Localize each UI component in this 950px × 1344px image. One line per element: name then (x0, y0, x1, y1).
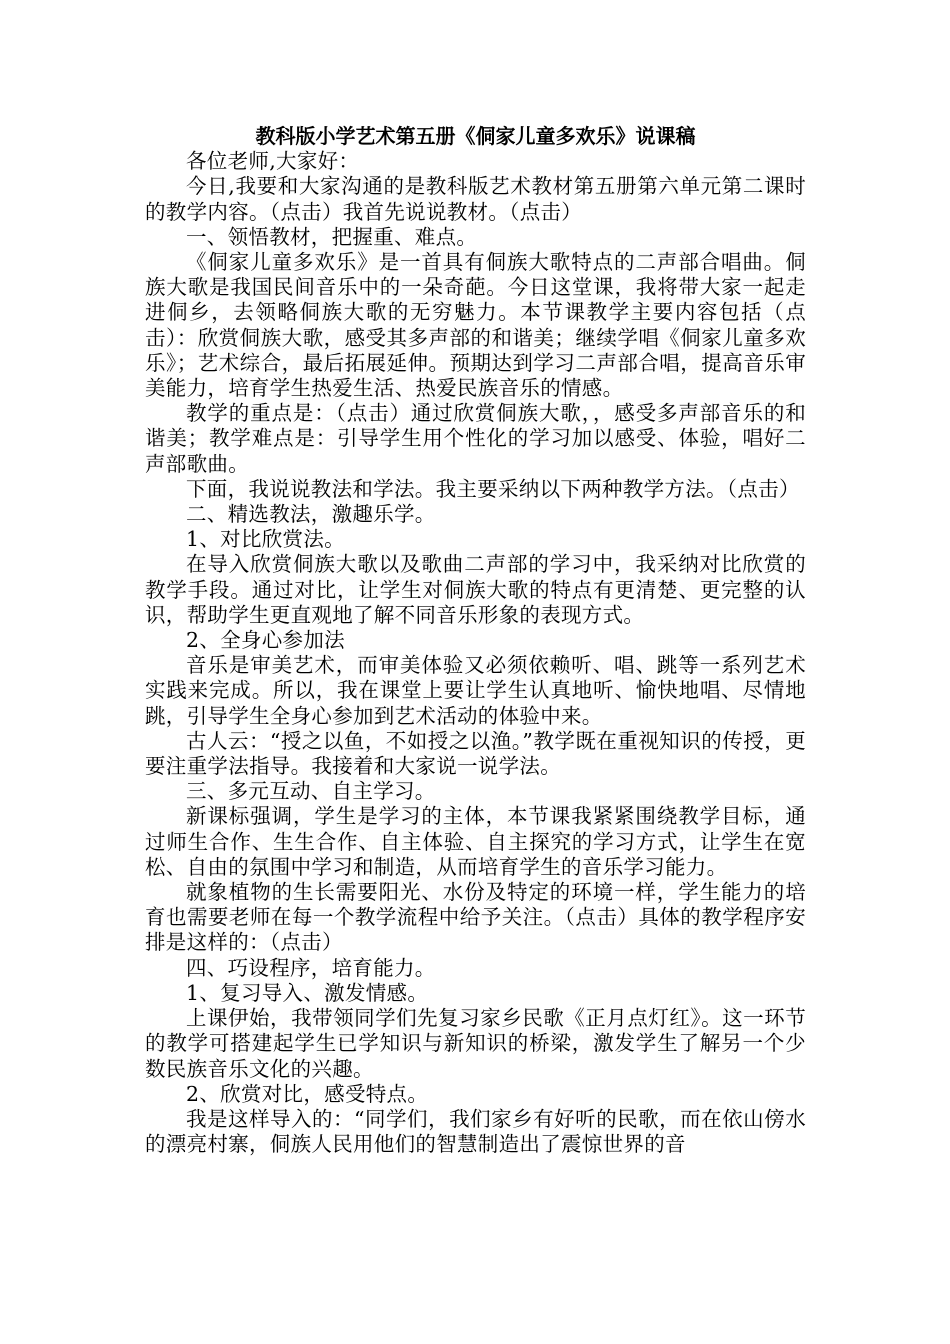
paragraph-method-1: 在导入欣赏侗族大歌以及歌曲二声部的学习中，我采纳对比欣赏的教学手段。通过对比，让学生对侗族大歌的特点有更清楚、更完整的认识，帮助学生更直观地了解不同音乐形象的表现方式。 (145, 552, 806, 627)
paragraph-step-2: 我是这样导入的：“同学们，我们家乡有好听的民歌，而在依山傍水的漂亮村寨，侗族人民用他们的智慧制造出了震惊世界的音 (145, 1106, 806, 1157)
section-heading-1: 一、领悟教材，把握重、难点。 (186, 224, 478, 249)
paragraph-step-1: 上课伊始，我带领同学们先复习家乡民歌《正月点灯红》。这一环节的教学可搭建起学生已学知识与新知识的桥梁，激发学生了解另一个少数民族音乐文化的兴趣。 (145, 1006, 806, 1081)
subheading-method-2: 2、全身心参加法 (186, 628, 345, 653)
document-title: 教科版小学艺术第五册《侗家儿童多欢乐》说课稿 (255, 124, 696, 148)
section-heading-3: 三、多元互动、自主学习。 (186, 779, 436, 804)
section-heading-2: 二、精选教法，激趣乐学。 (186, 502, 436, 527)
paragraph-growth: 就象植物的生长需要阳光、水份及特定的环境一样，学生能力的培育也需要老师在每一个教学流程中给予关注。（点击）具体的教学程序安排是这样的：（点击） (145, 880, 806, 955)
paragraph-methods-intro: 下面，我说说教法和学法。我主要采纳以下两种教学方法。（点击） (186, 476, 800, 501)
paragraph-method-2: 音乐是审美艺术，而审美体验又必须依赖听、唱、跳等一系列艺术实践来完成。所以，我在课堂上要让学生认真地听、愉快地唱、尽情地跳，引导学生全身心参加到艺术活动的体验中来。 (145, 653, 806, 728)
paragraph-quote: 古人云：“授之以鱼，不如授之以渔。”教学既在重视知识的传授，更要注重学法指导。我接着和大家说一说学法。 (145, 728, 806, 779)
paragraph-curriculum: 新课标强调，学生是学习的主体，本节课我紧紧围绕教学目标，通过师生合作、生生合作、自主体验、自主探究的学习方式，让学生在宽松、自由的氛围中学习和制造，从而培育学生的音乐学习能力。 (145, 804, 806, 879)
document-page (145, 124, 806, 1157)
paragraph-key-points: 教学的重点是：（点击）通过欣赏侗族大歌，，感受多声部音乐的和谐美；教学难点是：引导学生用个性化的学习加以感受、体验，唱好二声部歌曲。 (145, 401, 806, 476)
subheading-method-1: 1、对比欣赏法。 (186, 527, 345, 552)
subheading-step-1: 1、复习导入、激发情感。 (186, 980, 429, 1005)
paragraph-intro: 今日,我要和大家沟通的是教科版艺术教材第五册第六单元第二课时的教学内容。（点击）我首先说说教材。（点击） (145, 174, 806, 224)
paragraph-textbook: 《侗家儿童多欢乐》是一首具有侗族大歌特点的二声部合唱曲。侗族大歌是我国民间音乐中的一朵奇葩。今日这堂课，我将带大家一起走进侗乡，去领略侗族大歌的无穷魅力。本节课教学主要内容包括（点击）：欣赏侗族大歌，感受其多声部的和谐美；继续学唱《侗家儿童多欢乐》；艺术综合，最后拓展延伸。预期达到学习二声部合唱，提高音乐审美能力，培育学生热爱生活、热爱民族音乐的情感。 (145, 250, 806, 401)
subheading-step-2: 2、欣赏对比，感受特点。 (186, 1081, 429, 1106)
paragraph-greeting: 各位老师,大家好： (186, 149, 360, 174)
section-heading-4: 四、巧设程序，培育能力。 (186, 955, 436, 980)
